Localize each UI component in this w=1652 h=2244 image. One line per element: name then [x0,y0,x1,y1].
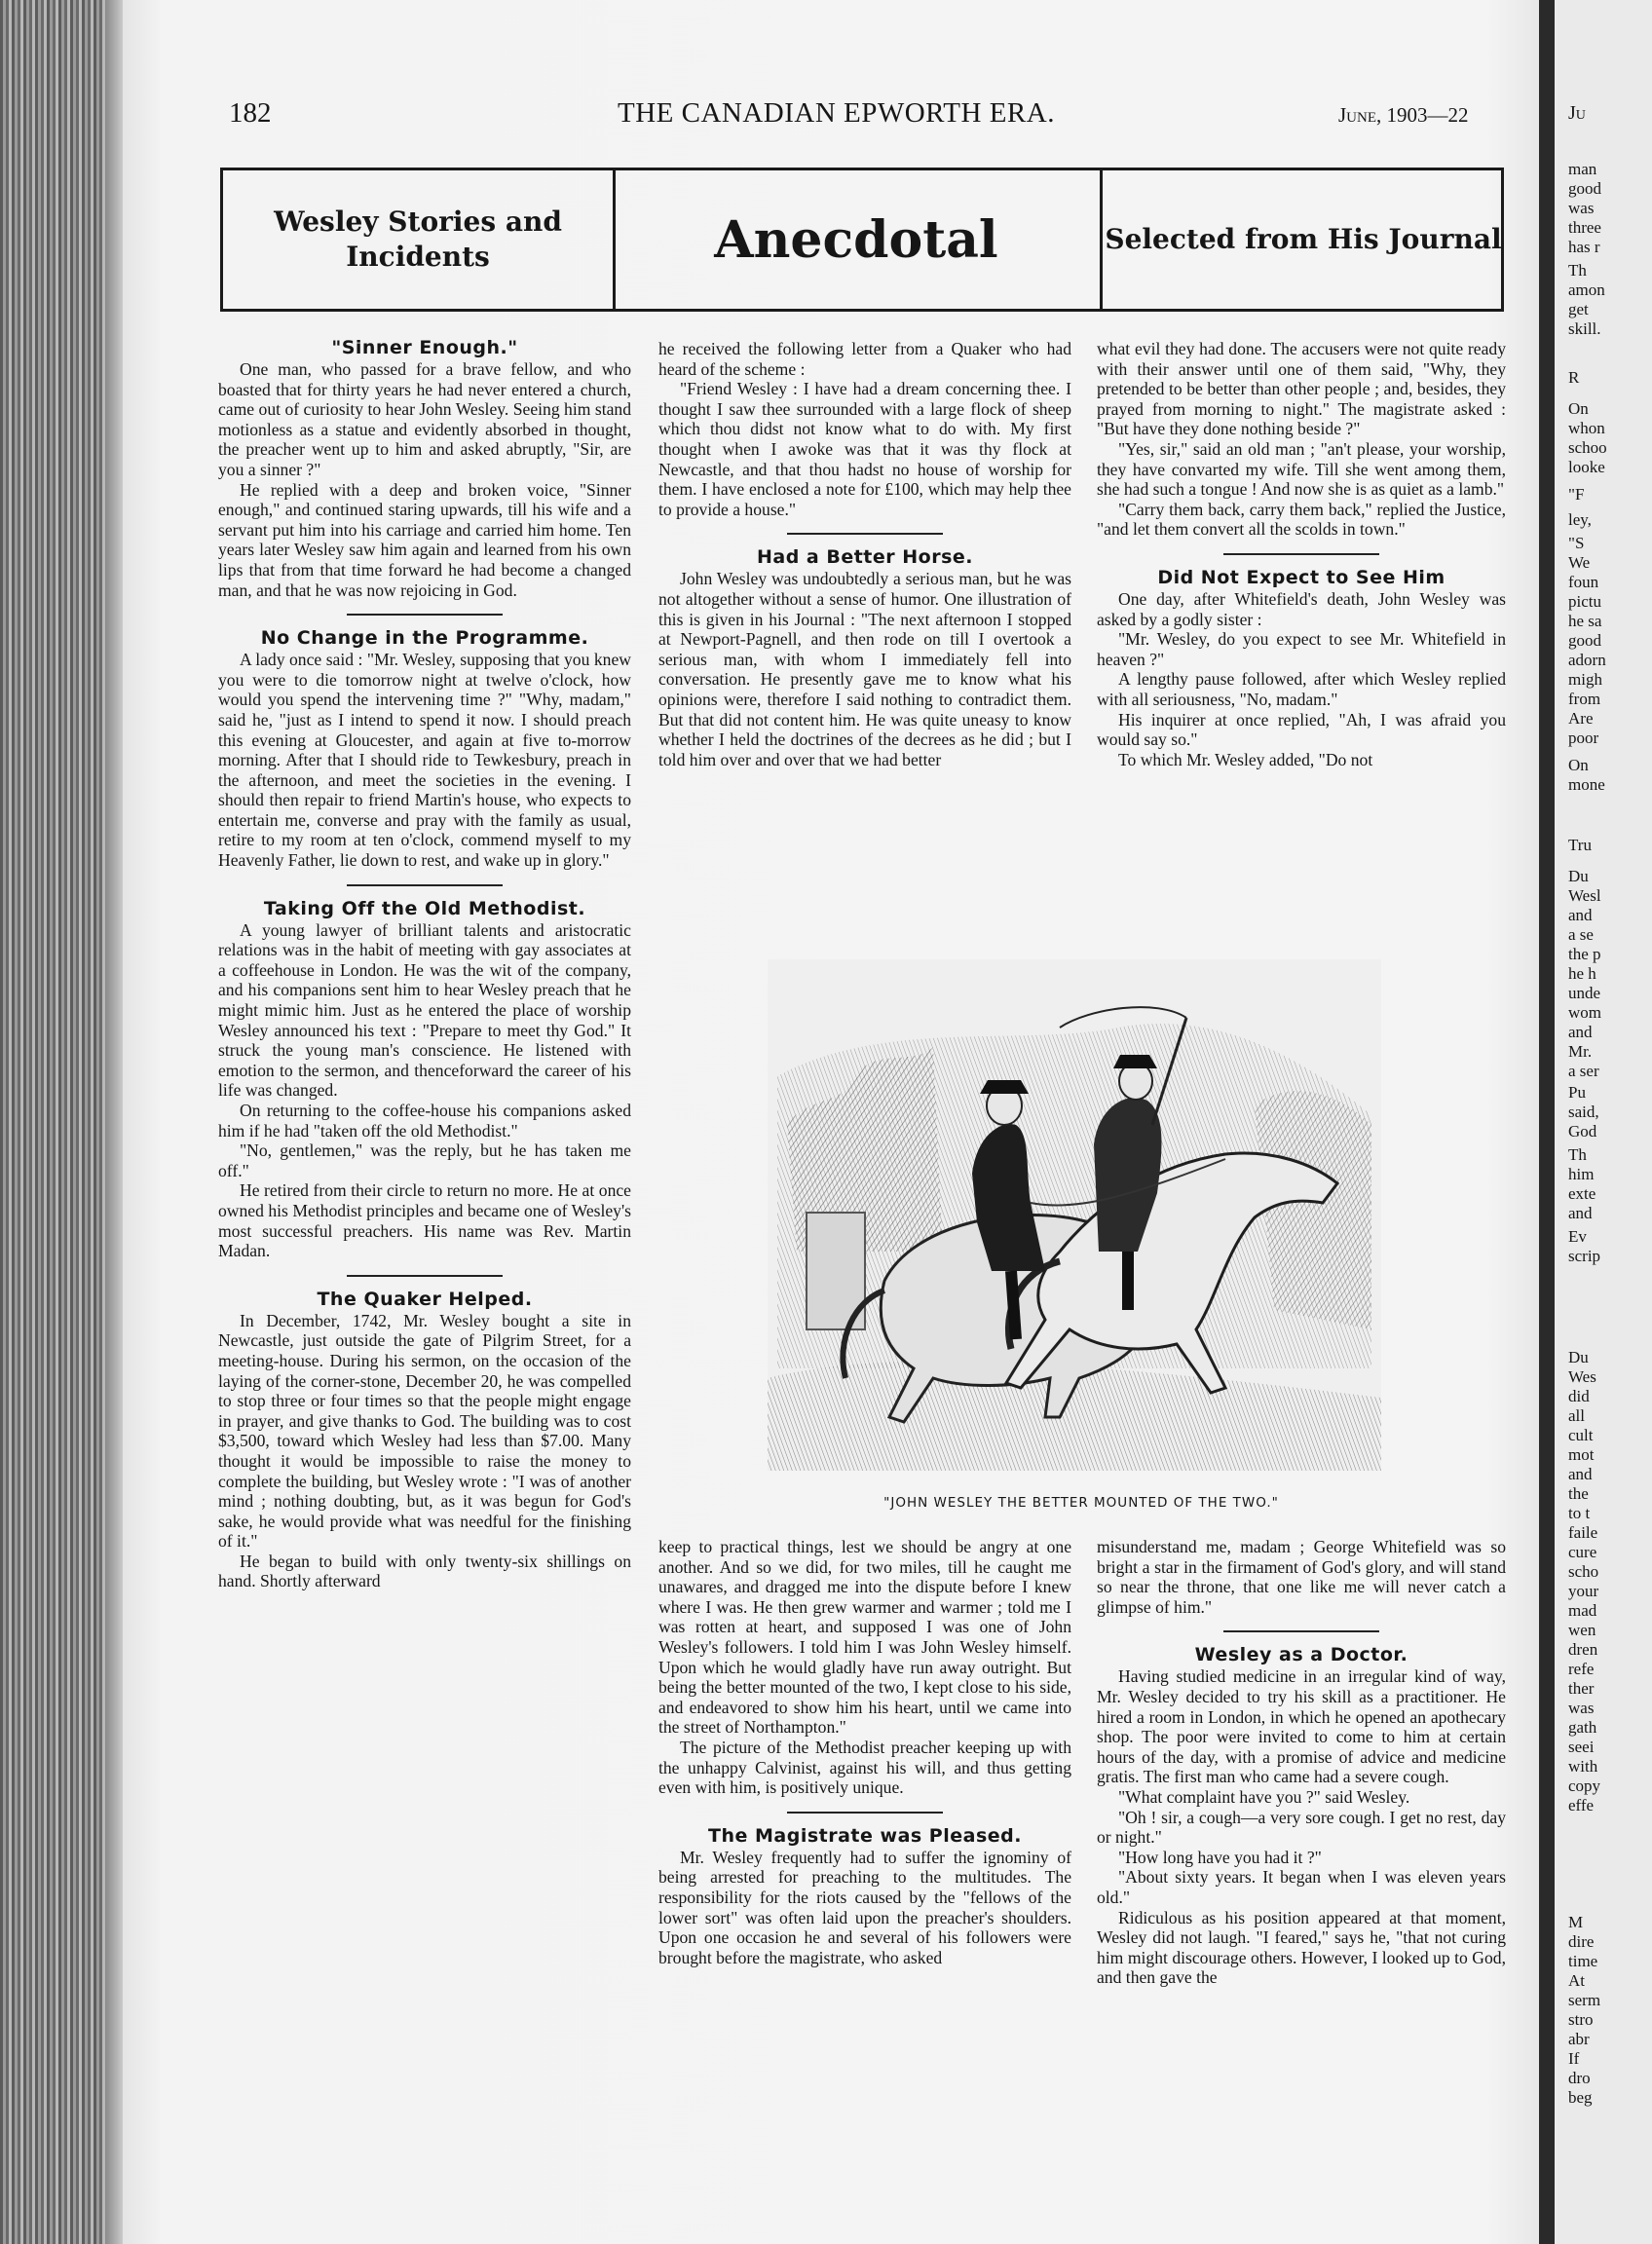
section-rule [1223,1630,1379,1632]
column-1 [218,337,631,1591]
facing-page [1555,0,1652,2244]
section-rule [347,884,503,886]
facing-page-fragment: gath [1568,1718,1597,1737]
paragraph: One man, who passed for a brave fellow, and who boasted that for thirty years he had never entered a church, came out of curiosity to hear John Wesley. Seeing him stand motionless as a statue and evidently absorbed in thought, the preacher went up to him and asked abruptly, "Sir, are you a sinner ?" [218,359,631,479]
facing-page-fragment: cure [1568,1543,1597,1561]
facing-page-fragment: adorn [1568,651,1606,669]
facing-page-fragment: dren [1568,1640,1598,1659]
facing-page-fragment: Mr. [1568,1042,1593,1061]
paragraph: John Wesley was undoubtedly a serious man, but he was not altogether without a sense of humor. One illustration of this is given in his Journal : "The next afternoon I stopped at Newport-Pagnell, and then rode on till I overtook a serious man, with whom I immediately fell into conversation. He presently gave me to know what his opinions were, therefore I said nothing to contradict them. But that did not content him. He was quite uneasy to know whether I held the doctrines of the decrees as he did ; but I told him over and over that we had better [658,569,1071,769]
facing-page-fragment: ther [1568,1679,1595,1698]
facing-page-fragment: God [1568,1122,1597,1141]
facing-page-fragment: mad [1568,1601,1597,1620]
column-2-lower [658,1537,1071,1967]
facing-page-fragment: get [1568,300,1589,318]
facing-page-fragment: dire [1568,1932,1595,1951]
facing-page-fragment: pictu [1568,592,1601,611]
paragraph: In December, 1742, Mr. Wesley bought a site in Newcastle, just outside the gate of Pilgrim Street, for a meeting-house. During his sermon, on the occasion of the laying of the corner-stone, December 20, he was compelled to stop three or four times so that the people might engage in prayer, and give thanks to God. The building was to cost $3,500, toward which Wesley had less than $7.00. Many thought it would be impossible to raise the money to complete the building, but Wesley wrote : "I was of another mind ; nothing doubting, but, as it was begun for God's sake, he would provide what was needful for the finishing of it." [218,1310,631,1552]
facing-page-fragment: effe [1568,1796,1595,1814]
paragraph: "How long have you had it ?" [1118,1847,1322,1867]
section-rule [1223,553,1379,555]
facing-page-fragment: Are [1568,709,1594,728]
facing-page-fragment: and [1568,1204,1593,1222]
facing-page-fragment: seei [1568,1738,1595,1756]
paragraph: The picture of the Methodist preacher keeping up with the unhappy Calvinist, against his will, and thus getting even with him, is positively unique. [658,1737,1071,1798]
paragraph: "Carry them back, carry them back," replied the Justice, "and let them convert all the scolds in town." [1097,499,1506,540]
book-binding [0,0,117,2244]
facing-page-fragment: amon [1568,280,1605,299]
banner-right: Selected from His Journal [1105,223,1502,255]
facing-page-fragment: ley, [1568,510,1592,529]
facing-page-fragment: looke [1568,458,1605,476]
facing-page-fragment: Tru [1568,836,1592,854]
facing-page-fragment: from [1568,690,1601,708]
facing-page-fragment: three [1568,218,1601,237]
section-rule [347,1275,503,1277]
facing-page-fragment: and [1568,906,1593,924]
facing-page-fragment: mone [1568,775,1605,794]
facing-page-fragment: time [1568,1952,1598,1970]
paragraph: Having studied medicine in an irregular kind of way, Mr. Wesley decided to try his skill as a practitioner. He hired a room in London, in which he opened an apothecary shop. The poor were invited to come to him at certain hours of the day, with a promise of advice and medicine gratis. The first man who came had a severe cough. [1097,1666,1506,1787]
paragraph: A young lawyer of brilliant talents and aristocratic relations was in the habit of meeting with gay associates at a coffeehouse in London. He was the wit of the company, and his companions sent him to hear Wesley preach that he might mimic him. Just as he entered the place of worship Wesley announced his text : "Prepare to meet thy God." It struck the young man's conscience. He listened with emotion to the sermon, and thenceforward the career of his life was changed. [218,919,631,1101]
facing-page-header: Ju [1568,102,1586,124]
facing-page-fragment: to t [1568,1504,1591,1522]
facing-page-fragment: R [1568,368,1580,387]
facing-page-fragment: wen [1568,1621,1596,1639]
facing-page-fragment: with [1568,1757,1598,1776]
facing-page-fragment: and [1568,1023,1593,1041]
page-number: 182 [229,97,272,129]
section-rule [347,614,503,616]
paragraph: On returning to the coffee-house his companions asked him if he had "taken off the old Methodist." [218,1101,631,1141]
facing-page-fragment: a se [1568,925,1594,944]
facing-page-fragment: On [1568,756,1589,774]
paragraph: "What complaint have you ?" said Wesley. [1118,1786,1410,1807]
facing-page-fragment: We [1568,553,1591,572]
facing-page-fragment: serm [1568,1991,1601,2009]
paragraph: To which Mr. Wesley added, "Do not [1118,749,1373,769]
facing-page-fragment: all [1568,1406,1585,1425]
facing-page-fragment: man [1568,160,1597,178]
facing-page-fragment: cult [1568,1426,1594,1444]
facing-page-fragment: did [1568,1387,1590,1405]
facing-page-fragment: Wesl [1568,886,1601,905]
article-title: The Quaker Helped. [317,1288,533,1310]
facing-page-fragment: "F [1568,485,1585,504]
facing-page-fragment: schoo [1568,438,1607,457]
paragraph: "Mr. Wesley, do you expect to see Mr. Whitefield in heaven ?" [1097,629,1506,669]
facing-page-fragment: If [1568,2049,1580,2068]
paragraph: One day, after Whitefield's death, John Wesley was asked by a godly sister : [1097,588,1506,629]
facing-page-fragment: he h [1568,964,1596,983]
facing-page-fragment: him [1568,1165,1595,1183]
journal-title: THE CANADIAN EPWORTH ERA. [618,97,1055,129]
article-title: No Change in the Programme. [260,627,589,650]
engraving-illustration [768,959,1381,1471]
facing-page-fragment: At [1568,1971,1585,1990]
article-title: Had a Better Horse. [756,546,974,569]
column-2-upper [658,339,1071,769]
paragraph: misunderstand me, madam ; George Whitefield was so bright a star in the firmament of God's glory, and will stand so near the throne, that one like me will never catch a glimpse of him." [1097,1537,1506,1617]
facing-page-fragment: unde [1568,984,1601,1002]
article-title: "Sinner Enough." [331,337,518,358]
paragraph: what evil they had done. The accusers were not quite ready with their answer until one of them said, "Why, they pretended to be better than other people ; and, besides, they prayed from morning to night." The magistrate asked : "But have they done nothing beside ?" [1097,339,1506,439]
facing-page-fragment: Th [1568,1145,1587,1164]
facing-page-fragment: was [1568,199,1595,217]
facing-page-fragment: good [1568,179,1601,198]
facing-page-fragment: skill. [1568,319,1601,338]
paragraph: He replied with a deep and broken voice, "Sinner enough," and continued staring upwards, till his wife and a servant put him into his carriage and carried him home. Ten years later Wesley saw him again and learned from his own lips that from that time forward he had become a changed man, and that he was now rejoicing in God. [218,479,631,600]
paragraph: "Oh ! sir, a cough—a very sore cough. I get no rest, day or night." [1097,1807,1506,1848]
facing-page-fragment: has r [1568,238,1600,256]
section-rule [787,533,943,535]
paragraph: "About sixty years. It began when I was eleven years old." [1097,1867,1506,1907]
facing-page-fragment: your [1568,1582,1599,1600]
facing-page-fragment: poor [1568,729,1599,747]
facing-page-fragment: beg [1568,2088,1593,2107]
facing-page-fragment: stro [1568,2010,1594,2029]
facing-page-fragment: scrip [1568,1247,1601,1265]
facing-page-fragment: he sa [1568,612,1602,630]
section-rule [787,1812,943,1814]
facing-page-fragment: faile [1568,1523,1598,1542]
facing-page-fragment: Pu [1568,1083,1586,1102]
issue-date: June, 1903—22 [1338,103,1469,127]
article-title: Taking Off the Old Methodist. [263,897,586,919]
facing-page-fragment: migh [1568,670,1602,689]
section-banner [220,168,1504,312]
paragraph: He retired from their circle to return no more. He at once owned his Methodist principles and became one of Wesley's most successful preachers. His name was Rev. Martin Madan. [218,1180,631,1261]
banner-title: Anecdotal [613,170,1103,309]
facing-page-fragment: foun [1568,573,1599,591]
column-3-lower [1097,1537,1506,1988]
facing-page-fragment: exte [1568,1184,1596,1203]
paragraph: Ridiculous as his position appeared at that moment, Wesley did not laugh. "I feared," says he, "that not curing him might discourage others. However, I looked up to God, and then gave the [1097,1907,1506,1988]
facing-page-fragment: the [1568,1484,1589,1503]
article-title: Did Not Expect to See Him [1157,566,1446,588]
facing-page-fragment: the p [1568,945,1601,963]
paragraph: A lengthy pause followed, after which Wesley replied with all seriousness, "No, madam." [1097,669,1506,709]
facing-page-fragment: M [1568,1913,1584,1931]
facing-page-fragment: Ev [1568,1227,1587,1246]
paragraph: "Yes, sir," said an old man ; "an't please, your worship, they have convarted my wife. Till she went among them, she had such a tongue ! And now she is as quiet as a lamb." [1097,438,1506,500]
facing-page-fragment: refe [1568,1660,1595,1678]
paragraph: Mr. Wesley frequently had to suffer the ignominy of being arrested for preaching to the multitudes. The responsibility for the riots caused by the "fellows of the lower sort" was often laid upon the preacher's shoulders. Upon one occasion he and several of his followers were brought before the magistrate, who asked [658,1847,1071,1967]
facing-page-fragment: abr [1568,2030,1590,2048]
facing-page-fragment: mot [1568,1445,1595,1464]
facing-page-fragment: Du [1568,867,1589,885]
paragraph: His inquirer at once replied, "Ah, I was afraid you would say so." [1097,709,1506,750]
facing-page-fragment: said, [1568,1103,1599,1121]
facing-page-fragment: whon [1568,419,1605,437]
facing-page-fragment: Th [1568,261,1587,280]
facing-page-fragment: and [1568,1465,1593,1483]
paragraph: A lady once said : "Mr. Wesley, supposing that you knew you were to die tomorrow night at twelve o'clock, how would you spend the intervening time ?" "Why, madam," said he, "just as I intend to spend it now. I should preach this evening at Gloucester, and again at five to-morrow morning. After that I should ride to Tewkesbury, preach in the afternoon, and meet the societies in the evening. I should then repair to friend Martin's house, who expects to entertain me, converse and pray with the family as usual, retire to my room at ten o'clock, commend myself to my Heavenly Father, lie down to rest, and wake up in glory." [218,650,631,871]
facing-page-fragment: scho [1568,1562,1599,1581]
facing-page-fragment: Du [1568,1348,1589,1366]
facing-page-fragment: a ser [1568,1062,1599,1080]
facing-page-fragment: wom [1568,1003,1601,1022]
page-gutter [1539,0,1555,2244]
facing-page-fragment: "S [1568,534,1585,552]
facing-page-fragment: copy [1568,1776,1601,1795]
paragraph: "No, gentlemen," was the reply, but he has taken me off." [218,1141,631,1180]
facing-page-fragment: was [1568,1699,1595,1717]
illustration-caption: "JOHN WESLEY THE BETTER MOUNTED OF THE TWO." [883,1495,1279,1511]
facing-page-fragment: On [1568,399,1589,418]
paragraph: He began to build with only twenty-six shillings on hand. Shortly afterward [218,1551,631,1591]
article-title: Wesley as a Doctor. [1194,1644,1408,1666]
paragraph: "Friend Wesley : I have had a dream concerning thee. I thought I saw thee surrounded with a large flock of sheep which thou didst not know what to do with. My first thought when I awoke was that it was thy flock at Newcastle, and that thou hadst no house of worship for them. I have enclosed a note for £100, which may help thee to provide a house." [658,379,1071,519]
column-3-upper [1097,339,1506,769]
facing-page-fragment: good [1568,631,1601,650]
banner-left: Wesley Stories and Incidents [223,170,616,309]
paragraph: he received the following letter from a Quaker who had heard of the scheme : [658,339,1071,379]
paragraph: keep to practical things, lest we should be angry at one another. And so we did, for two miles, till he caught me unawares, and dragged me into the dispute before I knew where I was. He then grew warmer and warmer ; told me I was rotten at heart, and supposed I was one of John Wesley's followers. I told him I was John Wesley himself. Upon which he would gladly have run away outright. But being the better mounted of the two, I kept close to his side, and endeavored to show him his heart, until we came into the street of Northampton." [658,1537,1071,1738]
facing-page-fragment: Wes [1568,1367,1596,1386]
facing-page-fragment: dro [1568,2069,1591,2087]
article-title: The Magistrate was Pleased. [708,1824,1022,1847]
